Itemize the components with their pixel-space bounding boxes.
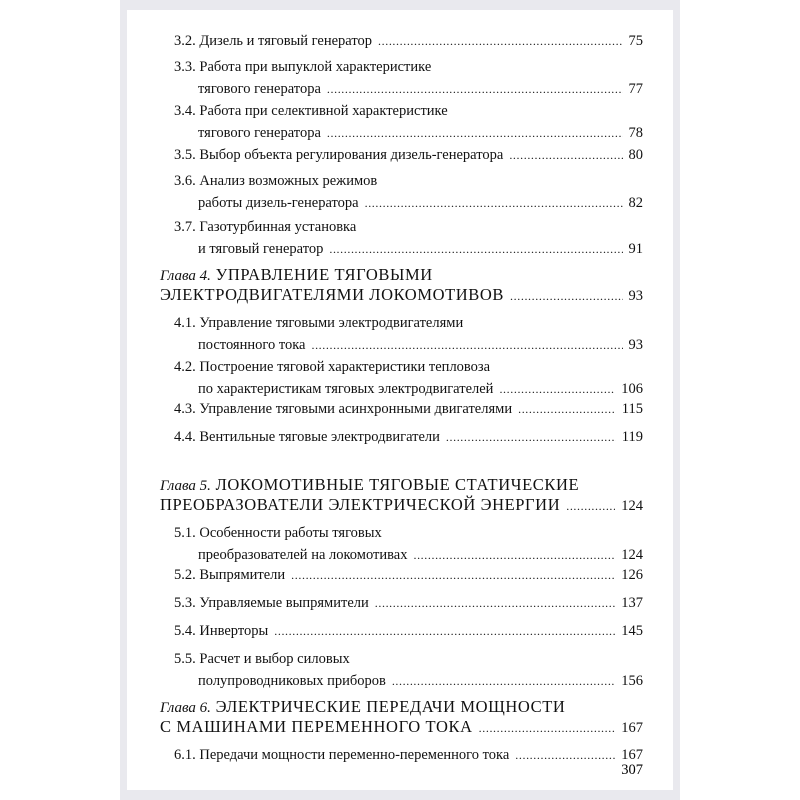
dot-leader xyxy=(311,336,622,354)
book-page xyxy=(127,10,673,790)
dot-leader xyxy=(291,566,615,584)
dot-leader xyxy=(509,146,622,164)
toc-entry-line xyxy=(160,286,504,304)
page-number: 307 xyxy=(621,762,643,778)
section-number: 6.1. xyxy=(174,747,196,763)
entry-title-text: Особенности работы тяговых xyxy=(199,525,382,541)
entry-title-text: Выбор объекта регулирования дизель-генератора xyxy=(199,147,504,163)
dot-leader xyxy=(499,380,615,398)
entry-title-text: тягового генератора xyxy=(198,81,321,97)
entry-page-number: 124 xyxy=(617,546,643,564)
dot-leader xyxy=(446,428,616,446)
toc-entry-line xyxy=(174,566,285,584)
entry-title-text: Инверторы xyxy=(199,623,269,639)
toc-entry-line xyxy=(174,146,503,164)
entry-title-text: полупроводниковых приборов xyxy=(198,673,386,689)
table-of-contents xyxy=(127,10,673,790)
entry-page-number: 80 xyxy=(625,146,644,164)
toc-entry-line xyxy=(160,698,565,716)
toc-entry-line xyxy=(198,124,321,142)
entry-page-number: 91 xyxy=(625,240,644,258)
toc-entry-line xyxy=(174,218,356,236)
entry-title-text: Выпрямители xyxy=(199,567,286,583)
entry-page-number: 137 xyxy=(617,594,643,612)
entry-page-number: 156 xyxy=(617,672,643,690)
dot-leader xyxy=(274,622,615,640)
chapter-label: Глава 6. xyxy=(160,700,211,716)
entry-title-text: постоянного тока xyxy=(198,337,306,353)
section-number: 5.1. xyxy=(174,525,196,541)
dot-leader xyxy=(375,594,615,612)
section-number: 3.5. xyxy=(174,147,196,163)
section-number: 5.5. xyxy=(174,651,196,667)
dot-leader xyxy=(392,672,615,690)
section-number: 5.4. xyxy=(174,623,196,639)
entry-title-text: ЛОКОМОТИВНЫЕ ТЯГОВЫЕ СТАТИЧЕСКИЕ xyxy=(215,475,580,494)
section-number: 3.6. xyxy=(174,173,196,189)
dot-leader xyxy=(518,400,616,418)
section-number: 3.4. xyxy=(174,103,196,119)
entry-page-number: 126 xyxy=(617,566,643,584)
toc-entry-line xyxy=(160,496,560,514)
dot-leader xyxy=(479,719,616,737)
entry-title-text: Вентильные тяговые электродвигатели xyxy=(199,429,440,445)
entry-title-text: ЭЛЕКТРИЧЕСКИЕ ПЕРЕДАЧИ МОЩНОСТИ xyxy=(215,697,566,716)
toc-entry-line xyxy=(174,314,463,332)
section-number: 4.2. xyxy=(174,359,196,375)
toc-entry-line xyxy=(198,336,305,354)
section-number: 5.2. xyxy=(174,567,196,583)
entry-page-number: 75 xyxy=(625,32,644,50)
section-number: 4.1. xyxy=(174,315,196,331)
entry-title-text: Газотурбинная установка xyxy=(199,219,357,235)
toc-entry-line xyxy=(174,428,440,446)
toc-entry-line xyxy=(174,58,431,76)
toc-entry-line xyxy=(174,172,377,190)
toc-entry-line xyxy=(174,102,448,120)
entry-page-number: 115 xyxy=(618,400,643,418)
toc-entry-line xyxy=(198,194,359,212)
dot-leader xyxy=(566,497,615,515)
toc-entry-line xyxy=(198,80,321,98)
entry-title-text: преобразователей на локомотивах xyxy=(198,547,408,563)
entry-title-text: Управление тяговыми электродвигателями xyxy=(199,315,464,331)
entry-title-text: Передачи мощности переменно-переменного тока xyxy=(199,747,510,763)
dot-leader xyxy=(378,32,622,50)
section-number: 4.4. xyxy=(174,429,196,445)
dot-leader xyxy=(329,240,622,258)
entry-title-text: работы дизель-генератора xyxy=(198,195,359,211)
entry-page-number: 77 xyxy=(625,80,644,98)
dot-leader xyxy=(515,746,615,764)
entry-title-text: С МАШИНАМИ ПЕРЕМЕННОГО ТОКА xyxy=(160,717,473,736)
entry-title-text: и тяговый генератор xyxy=(198,241,324,257)
entry-title-text: Работа при выпуклой характеристике xyxy=(199,59,432,75)
toc-entry-line xyxy=(198,240,323,258)
entry-page-number: 167 xyxy=(617,746,643,764)
entry-title-text: тягового генератора xyxy=(198,125,321,141)
toc-entry-line xyxy=(174,358,490,376)
entry-title-text: Анализ возможных режимов xyxy=(199,173,378,189)
entry-page-number: 119 xyxy=(618,428,643,446)
dot-leader xyxy=(327,124,623,142)
entry-title-text: Работа при селективной характеристике xyxy=(199,103,448,119)
entry-title-text: Управление тяговыми асинхронными двигателями xyxy=(199,401,513,417)
entry-title-text: Дизель и тяговый генератор xyxy=(199,33,373,49)
toc-entry-line xyxy=(174,746,509,764)
toc-entry-line xyxy=(174,32,372,50)
toc-entry-line xyxy=(174,594,369,612)
toc-entry-line xyxy=(174,400,512,418)
toc-entry-line xyxy=(198,546,407,564)
toc-entry-line xyxy=(174,524,382,542)
chapter-label: Глава 4. xyxy=(160,268,211,284)
section-number: 3.3. xyxy=(174,59,196,75)
section-number: 5.3. xyxy=(174,595,196,611)
entry-page-number: 78 xyxy=(625,124,644,142)
entry-page-number: 93 xyxy=(625,336,644,354)
entry-title-text: Управляемые выпрямители xyxy=(199,595,369,611)
chapter-label: Глава 5. xyxy=(160,478,211,494)
dot-leader xyxy=(510,287,622,305)
entry-title-text: ЭЛЕКТРОДВИГАТЕЛЯМИ ЛОКОМОТИВОВ xyxy=(160,285,505,304)
entry-title-text: Расчет и выбор силовых xyxy=(199,651,350,667)
entry-page-number: 82 xyxy=(625,194,644,212)
entry-title-text: Построение тяговой характеристики тепловоза xyxy=(199,359,491,375)
entry-page-number: 167 xyxy=(617,719,643,737)
entry-title-text: УПРАВЛЕНИЕ ТЯГОВЫМИ xyxy=(215,265,433,284)
toc-entry-line xyxy=(160,476,579,494)
dot-leader xyxy=(327,80,623,98)
toc-entry-line xyxy=(160,718,473,736)
entry-page-number: 106 xyxy=(617,380,643,398)
entry-page-number: 93 xyxy=(625,287,644,305)
toc-entry-line xyxy=(174,622,268,640)
toc-entry-line xyxy=(174,650,350,668)
toc-entry-line xyxy=(198,380,493,398)
section-number: 4.3. xyxy=(174,401,196,417)
entry-title-text: по характеристикам тяговых электродвигателей xyxy=(198,381,494,397)
dot-leader xyxy=(365,194,623,212)
dot-leader xyxy=(413,546,615,564)
entry-page-number: 124 xyxy=(617,497,643,515)
entry-title-text: ПРЕОБРАЗОВАТЕЛИ ЭЛЕКТРИЧЕСКОЙ ЭНЕРГИИ xyxy=(160,495,561,514)
entry-page-number: 145 xyxy=(617,622,643,640)
section-number: 3.2. xyxy=(174,33,196,49)
toc-entry-line xyxy=(160,266,433,284)
toc-entry-line xyxy=(198,672,386,690)
section-number: 3.7. xyxy=(174,219,196,235)
